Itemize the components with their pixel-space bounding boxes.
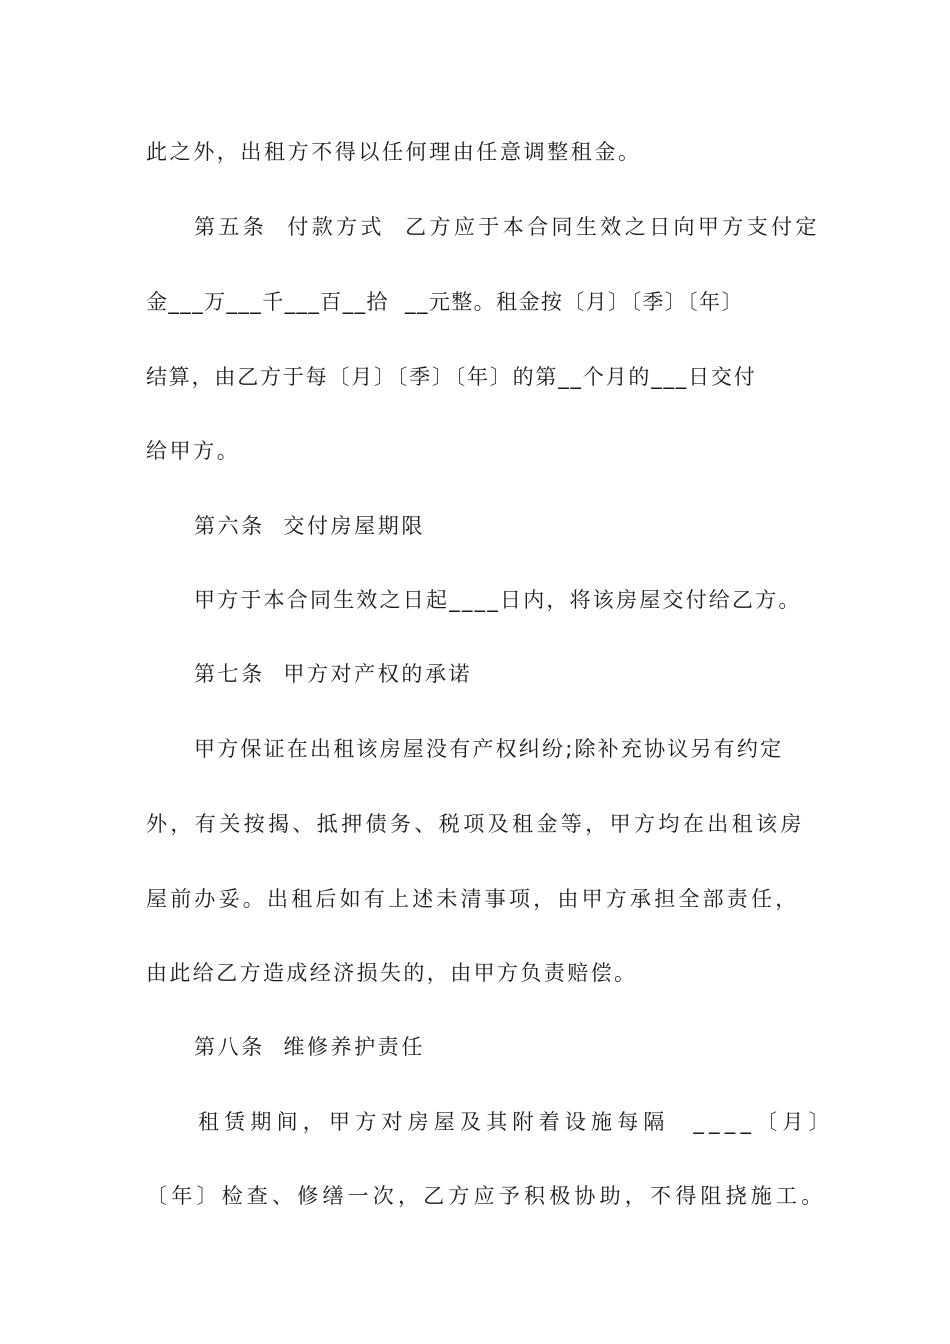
paragraph-line: 屋前办妥。出租后如有上述未清事项，由甲方承担全部责任，	[146, 887, 800, 911]
paragraph-line: 租赁期间，甲方对房屋及其附着设施每隔 ____〔月〕	[198, 1110, 835, 1134]
paragraph-line: 由此给乙方造成经济损失的，由甲方负责赔偿。	[146, 961, 638, 985]
paragraph-line: 金___万___千___百__拾 __元整。租金按〔月〕〔季〕〔年〕	[146, 290, 744, 314]
article-8-heading: 第八条 维修养护责任	[194, 1035, 425, 1059]
article-6-heading: 第六条 交付房屋期限	[194, 514, 425, 538]
paragraph-line: 结算，由乙方于每〔月〕〔季〕〔年〕的第__个月的___日交付	[146, 365, 757, 389]
paragraph-line: 甲方于本合同生效之日起____日内，将该房屋交付给乙方。	[194, 588, 802, 612]
paragraph-line: 外，有关按揭、抵押债务、税项及租金等，甲方均在出租该房	[146, 812, 805, 836]
paragraph-line: 甲方保证在出租该房屋没有产权纠纷;除补充协议另有约定	[194, 737, 784, 761]
article-5-heading-line: 第五条 付款方式 乙方应于本合同生效之日向甲方支付定	[194, 215, 820, 239]
article-7-heading: 第七条 甲方对产权的承诺	[194, 662, 473, 686]
paragraph-line: 〔年〕检查、修缮一次，乙方应予积极协助，不得阻挠施工。	[146, 1184, 827, 1208]
paragraph-line: 给甲方。	[146, 439, 241, 463]
paragraph-line: 此之外，出租方不得以任何理由任意调整租金。	[146, 140, 642, 164]
